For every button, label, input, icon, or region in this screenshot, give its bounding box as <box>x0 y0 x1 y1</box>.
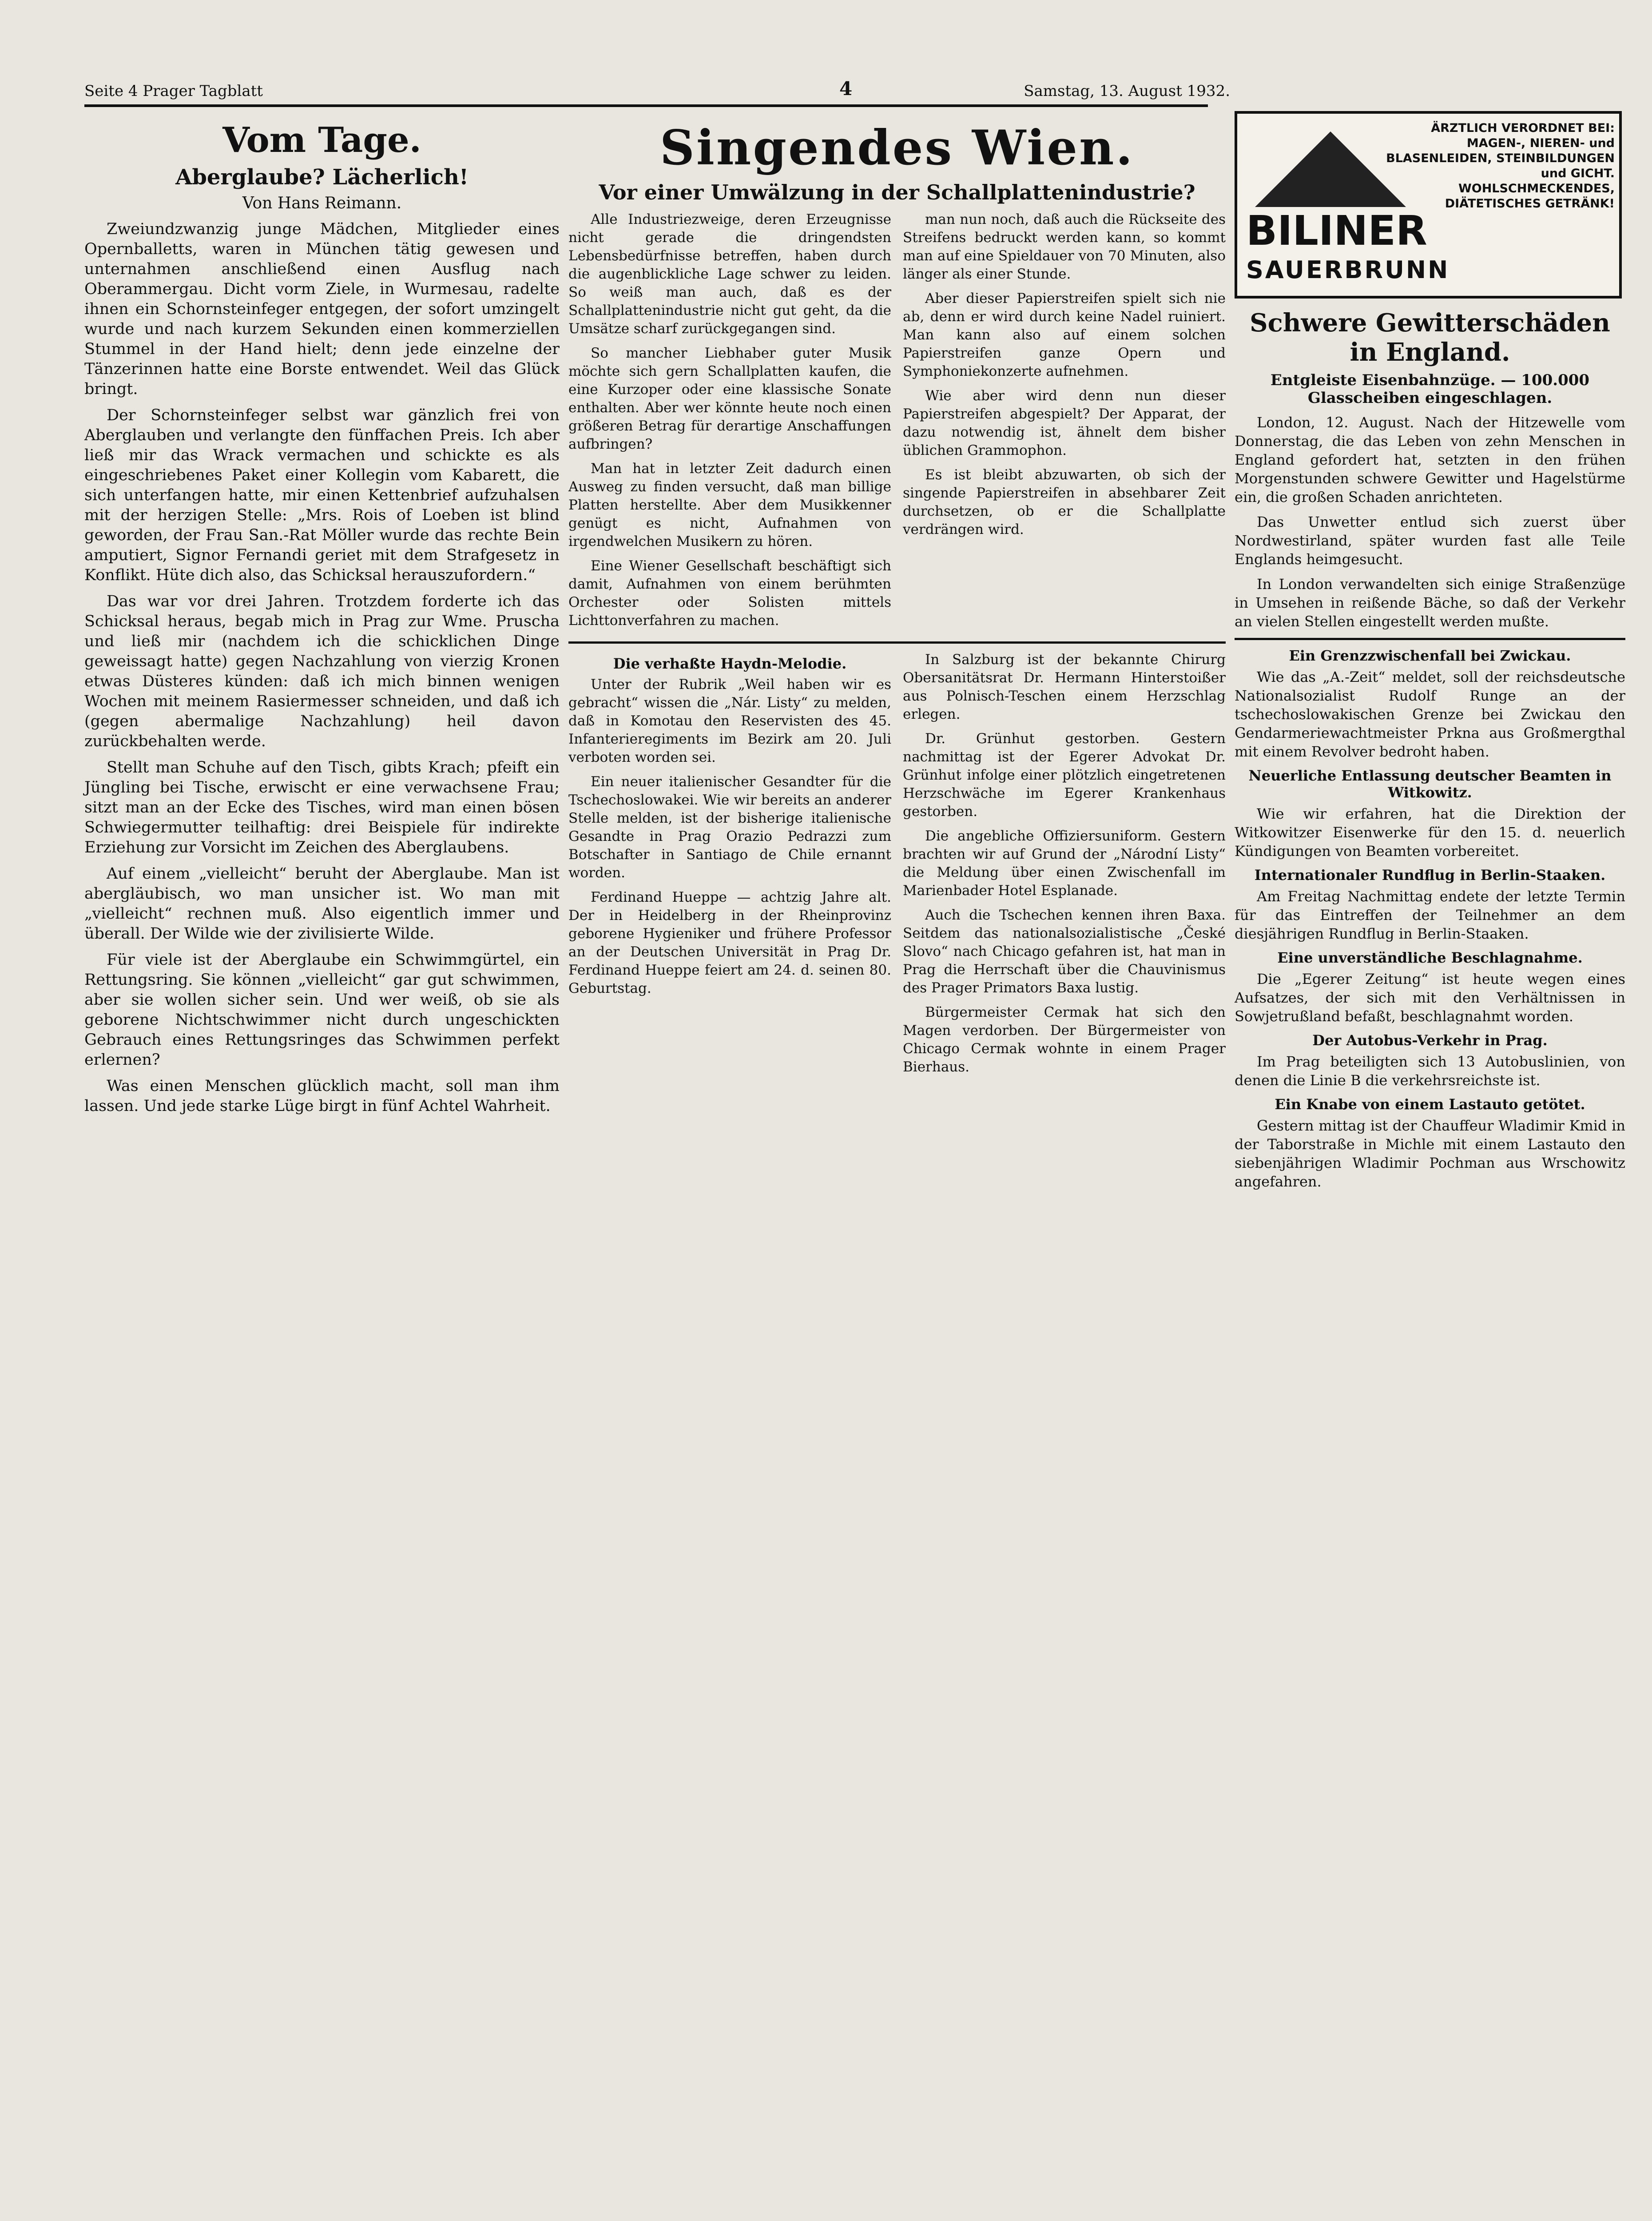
brief-heading: Ein Knabe von einem Lastauto getötet. <box>1275 1096 1585 1113</box>
byline: Von Hans Reimann. <box>242 194 402 212</box>
paragraph: Es ist bleibt abzuwarten, ob sich der singende Papierstreifen in absehbarer Zeit durchsetzen, ob er die Schallplatte verdrängen wird. <box>903 467 1226 537</box>
article-columns <box>568 211 1226 636</box>
paragraph: Das war vor drei Jahren. Trotzdem forderte ich das Schicksal heraus, begab mich in Prag zur Wme. Pruscha und ließ mir (nachdem ich die schicklichen Dinge geweissagt hatte) gegen Nachzahlung von vierzig Kronen etwas Düsteres künden: daß ich mich binnen wenigen Wochen mit meinem Rasiermesser schneiden, und daß ich (gegen abermalige Nachzahlung) heil davon zurückbehalten werde. <box>84 593 560 750</box>
headline: Schwere Gewitterschäden in England. <box>1250 308 1610 367</box>
paragraph: Eine Wiener Gesellschaft beschäftigt sich damit, Aufnahmen von einem berühmten Orchester oder Solisten mittels Lichttonverfahren zu machen. <box>568 558 891 629</box>
briefs-right <box>903 651 1226 1083</box>
brief-heading: Ein Grenzzwischenfall bei Zwickau. <box>1289 647 1571 664</box>
paragraph: So mancher Liebhaber guter Musik möchte sich gern Schallplatten kaufen, die eine Kurzoper oder eine klassische Sonate enthalten. Aber wer könnte heute noch einen größeren Betrag für derartige Anschaffungen aufbringen? <box>568 345 891 452</box>
brief-heading: Die verhaßte Haydn-Melodie. <box>613 655 847 672</box>
brief: Die angebliche Offiziersuniform. Gestern brachten wir auf Grund der „Národní Listy“ die Meldung über einen Zwischenfall im Marienbader Hotel Esplanade. <box>903 828 1226 899</box>
paragraph: Für viele ist der Aberglaube ein Schwimmgürtel, ein Rettungsring. Sie können „vielleicht“ gar gut schwimmen, aber sie wollen sicher sein. Und wer weiß, ob sie als geborene Nichtschwimmer nicht durch ungeschickten Gebrauch eines Rettungsringes das Schwimmen perfekt erlernen? <box>84 951 560 1069</box>
paragraph: Auf einem „vielleicht“ beruht der Aberglaube. Man ist abergläubisch, wo man unsicher ist. Wo man mit „vielleicht“ rechnen muß. Also eigentlich immer und überall. Der Wilde wie der zivilisierte Wilde. <box>84 865 560 943</box>
paragraph: In London verwandelten sich einige Straßenzüge in Umsehen in reißende Bäche, so daß der Verkehr an vielen Stellen eingestellt werden mußte. <box>1235 576 1625 630</box>
mountain-illustration <box>1255 131 1406 207</box>
ad-copy: ÄRZTLICH VERORDNET BEI: MAGEN-, NIEREN- und BLASENLEIDEN, STEINBILDUNGEN und GICHT. WOHLSCHMECKENDES, DIÄTETISCHES GETRÄNK! <box>1386 121 1615 211</box>
column-right <box>1235 111 1625 1197</box>
brief: Auch die Tschechen kennen ihren Baxa. Seitdem das nationalsozialistische „České Slovo“ nach Chicago gefahren ist, hat man in Prag die Herrschaft über die Chauvinismus des Prager Primators Baxa lustig. <box>903 907 1226 996</box>
news-briefs <box>568 641 1226 1083</box>
brief-heading: Der Autobus-Verkehr in Prag. <box>1312 1032 1548 1049</box>
headline: Singendes Wien. <box>659 120 1135 176</box>
paragraph: Alle Industriezweige, deren Erzeugnisse nicht gerade die dringendsten Lebensbedürfnisse betreffen, haben durch die augenblickliche Lage schwer zu leiden. So weiß man auch, daß es der Schallplattenindustrie nicht gut geht, da die Umsätze scharf zurückgegangen sind. <box>568 211 891 337</box>
brief: Ferdinand Hueppe — achtzig Jahre alt. Der in Heidelberg in der Rheinprovinz geborene Hygieniker und frühere Professor an der Deutschen Universität in Prag Dr. Ferdinand Hueppe feiert am 24. d. seinen 80. Geburtstag. <box>568 889 891 996</box>
paragraph: Stellt man Schuhe auf den Tisch, gibts Krach; pfeift ein Jüngling bei Tische, erwischt er eine verwachsene Frau; sitzt man an der Ecke des Tisches, wird man einen bösen Schwiegermutter teilhaftig: drei Beispiele für indirekte Erziehung zur Vorsicht im Zeichen des Aberglaubens. <box>84 759 560 856</box>
brief-heading: Neuerliche Entlassung deutscher Beamten in Witkowitz. <box>1248 767 1612 801</box>
ad-brand-sub: SAUERBRUNN <box>1246 256 1450 284</box>
brief-heading: Internationaler Rundflug in Berlin-Staaken. <box>1254 867 1606 884</box>
running-head <box>84 78 1230 107</box>
brief: Im Prag beteiligten sich 13 Autobuslinien, von denen die Linie B die verkehrsreichste ist. <box>1235 1053 1625 1089</box>
brief: In Salzburg ist der bekannte Chirurg Obersanitätsrat Dr. Hermann Hinterstoißer aus Polnisch-Teschen einem Herzschlag erlegen. <box>903 652 1226 722</box>
ad-brand: BILINER <box>1246 207 1427 255</box>
article-column-a <box>568 211 891 636</box>
biliner-advertisement <box>1235 111 1622 299</box>
deck: Entgleiste Eisenbahnzüge. — 100.000 Glasscheiben eingeschlagen. <box>1270 371 1590 407</box>
brief: Unter der Rubrik „Weil haben wir es gebracht“ wissen die „Nár. Listy“ zu melden, daß in Komotau den Reservisten des 45. Infanterieregiments im Bezirk am 20. Juli verboten worden sei. <box>568 677 891 765</box>
paragraph: Das Unwetter entlud sich zuerst über Nordwestirland, später wurden fast alle Teile Englands heimgesucht. <box>1235 513 1625 568</box>
brief: Dr. Grünhut gestorben. Gestern nachmittag ist der Egerer Advokat Dr. Grünhut infolge einer plötzlich eingetretenen Herzschwäche im Egerer Krankenhaus gestorben. <box>903 731 1226 820</box>
brief: Bürgermeister Cermak hat sich den Magen verdorben. Der Bürgermeister von Chicago Cermak wohnte in einem Prager Bierhaus. <box>903 1004 1226 1075</box>
page-number: 4 <box>839 78 853 100</box>
paragraph: Aber dieser Papierstreifen spielt sich nie ab, denn er wird durch keine Nadel ruiniert. Man kann also auf einem solchen Papierstreifen ganze Opern und Symphoniekonzerte aufnehmen. <box>903 291 1226 379</box>
paragraph: Wie aber wird denn nun dieser Papierstreifen abgespielt? Der Apparat, der dazu notwendig ist, ähnelt dem bisher üblichen Grammophon. <box>903 388 1226 458</box>
brief: Gestern mittag ist der Chauffeur Wladimir Kmid in der Taborstraße in Michle mit einem Lastauto den siebenjährigen Wladimir Pochman aus Wrschowitz angefahren. <box>1235 1117 1625 1190</box>
briefs-left <box>568 651 891 1083</box>
brief: Wie wir erfahren, hat die Direktion der Witkowitzer Eisenwerke für den 15. d. neuerlich Kündigungen von Beamten vorbereitet. <box>1235 805 1625 860</box>
header-left: Seite 4 Prager Tagblatt <box>84 82 263 100</box>
header-date: Samstag, 13. August 1932. <box>1024 82 1230 100</box>
subheadline: Vor einer Umwälzung in der Schallplattenindustrie? <box>599 180 1195 204</box>
divider <box>1235 638 1625 640</box>
paragraph: Der Schornsteinfeger selbst war gänzlich frei von Aberglauben und verlangte den fünffachen Preis. Ich aber ließ mir das Wrack vermachen und schickte es als eingeschriebenes Paket einer Kollegin vom Kabarett, die sich unterfangen hatte, mir einen Kettenbrief aufzuhalsen mit der herzigen Stelle: „Mrs. Rois of Loeben ist blind geworden, der Frau San.-Rat Möller wurde das rechte Bein amputiert, Signor Fernandi geriet mit dem Strafgesetz in Konflikt. Hüte dich also, das Schicksal herauszufordern.“ <box>84 406 560 584</box>
paragraph: man nun noch, daß auch die Rückseite des Streifens bedruckt werden kann, so kommt man auf eine Spieldauer von 70 Minuten, also länger als einer Stunde. <box>903 211 1226 282</box>
column-vom-tage <box>84 111 560 1122</box>
section-title: Vom Tage. <box>222 120 421 160</box>
paragraph: Man hat in letzter Zeit dadurch einen Ausweg zu finden versucht, daß man billige Platten herstellte. Aber dem Musikkenner genügt es nicht, Aufnahmen von irgendwelchen Musikern zu hören. <box>568 461 891 549</box>
brief-heading: Eine unverständliche Beschlagnahme. <box>1277 949 1583 966</box>
column-singendes-wien <box>568 111 1226 1083</box>
article-column-b <box>903 211 1226 636</box>
brief: Wie das „A.-Zeit“ meldet, soll der reichsdeutsche Nationalsozialist Rudolf Runge an der tschechoslowakischen Grenze bei Zwickau den Gendarmeriewachtmeister Prkna aus Großmergthal mit einem Revolver bedroht haben. <box>1235 669 1625 760</box>
paragraph: London, 12. August. Nach der Hitzewelle vom Donnerstag, die das Leben von zehn Menschen in England gefordert hat, setzten in den frühen Morgenstunden schwere Gewitter und Hagelstürme ein, die großen Schaden anrichteten. <box>1235 414 1625 505</box>
article-title: Aberglaube? Lächerlich! <box>175 165 469 190</box>
brief: Ein neuer italienischer Gesandter für die Tschechoslowakei. Wie wir bereits an anderer Stelle melden, ist der bisherige italienische Gesandte in Prag Orazio Pedrazzi zum Botschafter in Santiago de Chile ernannt worden. <box>568 774 891 881</box>
paragraph: Zweiundzwanzig junge Mädchen, Mitglieder eines Opernballetts, waren in München tätig gewesen und unternahmen anschließend einen Ausflug nach Oberammergau. Dicht vorm Ziele, in Wurmesau, radelte ihnen ein Schornsteinfeger entgegen, der sofort umzingelt wurde und nach kurzem Sekunden einen kommerziellen Stummel in der Hand hielt; denn jede einzelne der Tänzerinnen hatte eine Borste entwendet. Weil das Glück bringt. <box>84 220 560 398</box>
brief: Die „Egerer Zeitung“ ist heute wegen eines Aufsatzes, der sich mit den Verhältnissen in Sowjetrußland befaßt, beschlagnahmt worden. <box>1235 971 1625 1025</box>
brief: Am Freitag Nachmittag endete der letzte Termin für das Eintreffen der Teilnehmer an dem diesjährigen Rundflug in Berlin-Staaken. <box>1235 888 1625 942</box>
paragraph: Was einen Menschen glücklich macht, soll man ihm lassen. Und jede starke Lüge birgt in fünf Achtel Wahrheit. <box>84 1077 560 1115</box>
